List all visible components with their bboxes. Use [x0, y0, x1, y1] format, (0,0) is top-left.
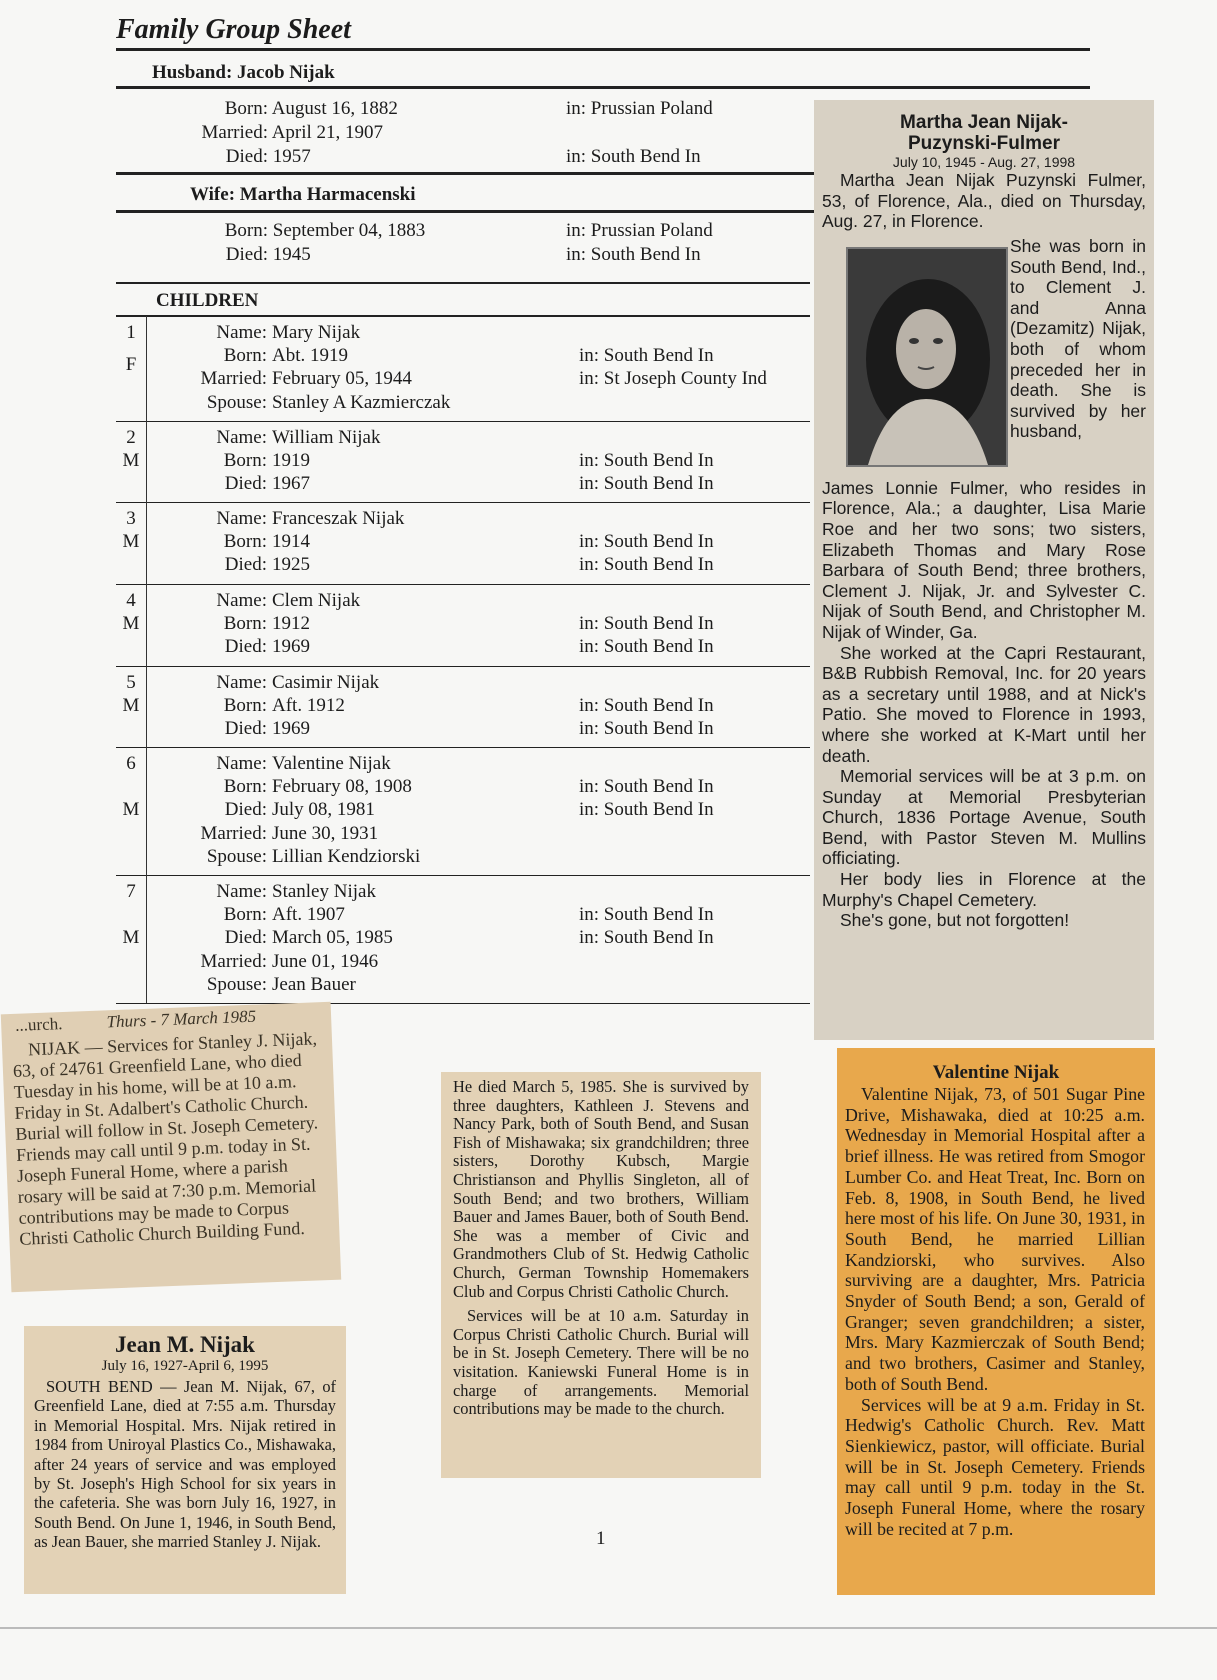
husband-died-place: in: South Bend In: [566, 146, 701, 167]
jean-obituary-clipping: [24, 1326, 346, 1594]
child-row-label: Died:: [224, 927, 267, 949]
child-sex: M: [122, 449, 140, 471]
husband-married-label: Married:: [201, 122, 268, 143]
child-row-value: Stanley Nijak: [272, 881, 376, 903]
husband-heading: Husband: Jacob Nijak: [152, 62, 335, 83]
husband-born-label: Born:: [224, 98, 268, 119]
child-row-value: Aft. 1912: [272, 694, 345, 716]
child-row-label: Spouse:: [206, 846, 267, 868]
child-row-place: in: South Bend In: [579, 636, 714, 657]
child-row-label: Name:: [216, 426, 267, 448]
child-row-value: 1969: [272, 636, 310, 657]
child-row-place: in: South Bend In: [579, 531, 714, 553]
martha-intro: Martha Jean Nijak Puzynski Fulmer, 53, of Florence, Ala., died on Thursday, Aug. 27, in Florence.: [822, 170, 1146, 232]
jean-continued-body-1: He died March 5, 1985. She is survived by three daughters, Kathleen J. Stevens and Nancy Park, both of South Bend, and Susan Fish of Mishawaka; six grandchildren; three sisters, Dorothy Kubsch, Margie Christianson and Phyllis Singleton, all of South Bend; and two brothers, William Bauer and James Bauer, both of South Bend. She was a member of Civic and Grandmothers Club of St. Hedwig Catholic Church, German Township Homemakers Club and Corpus Christi Catholic Church.: [453, 1077, 749, 1301]
child-row-place: in: South Bend In: [579, 799, 714, 821]
husband-born-row: [116, 98, 398, 120]
child-row-label: Born:: [223, 449, 267, 471]
jean-dates: July 16, 1927-April 6, 1995: [101, 1358, 269, 1374]
husband-married-row: [116, 122, 383, 144]
children-heading: CHILDREN: [156, 290, 259, 311]
child-row-label: Born:: [223, 345, 267, 366]
child-row-label: Name:: [216, 322, 267, 343]
child-row: [116, 590, 360, 612]
jean-body: SOUTH BEND — Jean M. Nijak, 67, of Greenfield Lane, died at 7:55 a.m. Thursday in Memorial Hospital. Mrs. Nijak retired in 1984 from Uniroyal Plastics Co., Mishawaka, after 24 years of service and was employed by St. Joseph's High School for six years in the cafeteria. She was born July 16, 1927, in South Bend. On June 1, 1946, in South Bend, as Jean Bauer, she married Stanley J. Nijak.: [34, 1377, 336, 1552]
child-row-label: Born:: [223, 776, 267, 798]
wife-died-place: in: South Bend In: [566, 244, 701, 265]
child-row-place: in: South Bend In: [579, 449, 714, 471]
wife-died-row: [116, 244, 311, 266]
child-row-label: Married:: [200, 368, 267, 389]
child-number: 6: [126, 753, 136, 775]
child-sex: M: [122, 927, 140, 949]
child-row: [116, 508, 404, 530]
child-row-value: Valentine Nijak: [272, 753, 391, 775]
children-heading-rule: [116, 315, 810, 317]
child-divider-rule: [116, 502, 810, 503]
child-row-value: 1925: [272, 554, 310, 576]
portrait-icon: [848, 249, 1006, 465]
martha-heading-line1: Martha Jean Nijak-: [900, 112, 1068, 133]
child-number: 5: [126, 671, 136, 693]
child-row-label: Name:: [216, 753, 267, 775]
martha-body-3: Memorial services will be at 3 p.m. on Sunday at Memorial Presbyterian Church, 1836 Portage Avenue, South Bend, with Pastor Steven M. Mullins officiating.: [822, 766, 1146, 869]
martha-body-2: She worked at the Capri Restaurant, B&B Rubbish Removal, Inc. for 20 years as a secretary until 1988, and at Nick's Patio. She moved to Florence in 1993, where she worked at K-Mart until her death.: [822, 642, 1146, 766]
bottom-rule: [0, 1627, 1217, 1629]
page-number: 1: [596, 1528, 606, 1549]
child-row: [116, 672, 379, 694]
child-row-label: Died:: [224, 799, 267, 821]
child-row-value: Franceszak Nijak: [272, 508, 405, 530]
child-row: [116, 531, 310, 553]
child-row-value: Clem Nijak: [272, 590, 361, 611]
child-row: [116, 345, 348, 367]
child-divider-rule: [116, 875, 810, 876]
child-divider-rule: [116, 421, 810, 422]
child-row-value: 1914: [272, 531, 310, 553]
child-row-value: July 08, 1981: [272, 799, 375, 821]
husband-born-value: August 16, 1882: [271, 98, 398, 119]
child-row-label: Married:: [200, 951, 267, 973]
child-row-place: in: South Bend In: [579, 776, 714, 798]
stanley-obituary-clipping: [1, 1002, 341, 1292]
martha-obituary-clipping: [814, 100, 1154, 1040]
child-row: [116, 881, 376, 903]
martha-dates: July 10, 1945 - Aug. 27, 1998: [892, 154, 1076, 170]
jean-heading: Jean M. Nijak: [115, 1332, 255, 1357]
husband-married-value: April 21, 1907: [271, 122, 384, 143]
child-row-place: in: South Bend In: [579, 694, 714, 716]
child-row: [116, 554, 310, 576]
child-row-place: in: South Bend In: [579, 554, 714, 576]
valentine-body-1: Valentine Nijak, 73, of 501 Sugar Pine Drive, Mishawaka, died at 10:25 a.m. Wednesday in Memorial Hospital after a brief illness. He was retired from Smogor Lumber Co. and Heat Treat, Inc. Born on Feb. 8, 1908, in South Bend, he lived here most of his life. On June 30, 1931, in South Bend, he married Lillian Kandziorski, who survives. Also surviving are a daughter, Mrs. Patricia Snyder of South Bend; a son, Gerald of Granger; seven grandchildren; a sister, Mrs. Mary Kazmierczak of South Bend; and two brothers, Casimer and Stanley, both of South Bend.: [845, 1084, 1145, 1394]
martha-portrait-photo: [846, 247, 1008, 467]
child-row: [116, 846, 420, 868]
child-row-label: Name:: [216, 881, 267, 903]
child-row: [116, 613, 310, 635]
child-row-value: March 05, 1985: [272, 927, 393, 949]
wife-born-place: in: Prussian Poland: [566, 220, 713, 241]
martha-body-5: She's gone, but not forgotten!: [840, 910, 1070, 931]
child-row-label: Died:: [224, 472, 267, 494]
child-row-label: Died:: [224, 636, 267, 657]
title-rule: [116, 48, 1090, 51]
husband-born-place: in: Prussian Poland: [566, 98, 713, 119]
child-row-value: Jean Bauer: [272, 974, 356, 996]
child-row: [116, 753, 391, 775]
child-row-label: Born:: [223, 613, 267, 634]
child-number: 7: [126, 881, 136, 903]
wife-heading: Wife: Martha Harmacenski: [190, 184, 416, 205]
child-row: [116, 927, 393, 949]
child-divider-rule: [116, 747, 810, 748]
child-row: [116, 904, 345, 926]
child-row-label: Spouse:: [206, 974, 267, 996]
stanley-body: NIJAK — Services for Stanley J. Nijak, 63, of 24761 Greenfield Lane, who died Tuesday in his home, will be at 10 a.m. Friday in St. Adalbert's Catholic Church. Burial will follow in St. Joseph Cemetery. Friends may call until 9 p.m. today in St. Joseph Funeral Home, where a parish rosary will be said at 7:30 p.m. Memorial contributions may be made to Corpus Christi Catholic Church Building Fund.: [12, 1028, 319, 1249]
child-row-value: February 05, 1944: [272, 368, 412, 389]
child-row-value: Abt. 1919: [272, 345, 348, 366]
child-row-label: Born:: [223, 531, 267, 553]
child-divider-rule: [116, 1003, 810, 1004]
children-top-rule: [116, 282, 810, 284]
child-row: [116, 368, 412, 390]
child-record: [116, 508, 810, 588]
child-record: [116, 753, 810, 879]
child-row-value: Lillian Kendziorski: [272, 846, 421, 868]
child-row-value: Aft. 1907: [272, 904, 345, 926]
child-record: [116, 881, 810, 1007]
valentine-heading: Valentine Nijak: [932, 1062, 1060, 1083]
jean-continued-body-2: Services will be at 10 a.m. Saturday in Corpus Christi Catholic Church. Burial will be in St. Joseph Cemetery. There will be no visitation. Kaniewski Funeral Home is in charge of arrangements. Memorial contributions may be made to the church.: [453, 1306, 749, 1419]
sheet-title: Family Group Sheet: [116, 14, 351, 45]
child-number: 2: [126, 426, 136, 448]
child-row-value: Casimir Nijak: [272, 671, 380, 693]
martha-body-1: James Lonnie Fulmer, who resides in Florence, Ala.; a daughter, Lisa Marie Roe and her two sons; two sisters, Elizabeth Thomas and Mary Rose Barbara of South Bend; three brothers, Clement J. Nijak, Jr. and Sylvester C. Nijak of South Bend, and Christopher M. Nijak of Winder, Ga.: [822, 477, 1146, 642]
child-row: [116, 951, 378, 973]
child-row-label: Died:: [224, 717, 267, 739]
child-record: [116, 672, 810, 752]
child-sex: M: [122, 694, 140, 716]
martha-heading-line2: Puzynski-Fulmer: [907, 133, 1061, 154]
child-divider-rule: [116, 666, 810, 667]
child-sex: F: [125, 354, 137, 375]
child-number: 4: [126, 590, 136, 611]
husband-rule: [116, 86, 1090, 89]
child-row: [116, 322, 360, 344]
child-row-place: in: South Bend In: [579, 904, 714, 926]
child-row-label: Married:: [200, 823, 267, 845]
child-row: [116, 695, 345, 717]
child-row-label: Died:: [224, 554, 267, 576]
child-row-label: Name:: [216, 590, 267, 611]
child-row: [116, 799, 375, 821]
child-number: 1: [126, 322, 136, 343]
child-row-value: 1919: [272, 449, 310, 471]
child-row: [116, 473, 310, 495]
jean-continued-clipping: [441, 1072, 761, 1478]
child-record: [116, 427, 810, 507]
child-row-label: Born:: [223, 694, 267, 716]
child-row-value: 1912: [272, 613, 310, 634]
child-row-label: Name:: [216, 671, 267, 693]
child-row-value: William Nijak: [272, 426, 381, 448]
child-row-place: in: South Bend In: [579, 345, 714, 366]
child-row: [116, 427, 380, 449]
child-divider-rule: [116, 584, 810, 585]
child-row-place: in: South Bend In: [579, 717, 714, 739]
child-sex: M: [122, 799, 140, 821]
child-sex: M: [122, 613, 140, 634]
wife-died-label: Died:: [225, 244, 268, 265]
wife-died-value: 1945: [272, 244, 311, 265]
child-row: [116, 823, 378, 845]
valentine-body-2: Services will be at 9 a.m. Friday in St. Hedwig's Catholic Church. Rev. Matt Sienkiewicz, pastor, will officiate. Burial will be in St. Joseph Cemetery. Friends may call until 9 p.m. today in the St. Joseph Funeral Home, where the rosary will be recited at 7 p.m.: [845, 1394, 1145, 1539]
child-record: [116, 590, 810, 670]
child-row-value: 1969: [272, 717, 310, 739]
child-row-place: in: South Bend In: [579, 613, 714, 634]
husband-died-label: Died:: [225, 146, 268, 167]
child-row-place: in: South Bend In: [579, 927, 714, 949]
valentine-obituary-clipping: [837, 1048, 1155, 1595]
child-row-value: Mary Nijak: [272, 322, 361, 343]
wife-born-value: September 04, 1883: [272, 220, 426, 241]
child-row-label: Born:: [223, 904, 267, 926]
child-number: 3: [126, 508, 136, 530]
child-row: [116, 718, 310, 740]
child-row-value: June 30, 1931: [272, 823, 379, 845]
child-row-place: in: South Bend In: [579, 472, 714, 494]
martha-body-4: Her body lies in Florence at the Murphy's Chapel Cemetery.: [822, 869, 1146, 910]
martha-side-text: She was born in South Bend, Ind., to Clement J. and Anna (Dezamitz) Nijak, both of whom preceded her in death. She is survived by her husband,: [1010, 236, 1146, 442]
child-row: [116, 974, 356, 996]
child-row-label: Name:: [216, 508, 267, 530]
child-row-value: Stanley A Kazmierczak: [272, 392, 451, 413]
child-row: [116, 392, 450, 414]
child-row-value: June 01, 1946: [272, 951, 379, 973]
wife-born-row: [116, 220, 425, 242]
child-row-place: in: St Joseph County Ind: [579, 368, 767, 389]
child-sex: M: [122, 531, 140, 553]
husband-died-value: 1957: [272, 146, 311, 167]
husband-died-row: [116, 146, 311, 168]
child-row-value: February 08, 1908: [272, 776, 412, 798]
child-record: [116, 322, 810, 425]
stanley-top-fragment: ...urch.: [14, 1014, 63, 1035]
child-row-value: 1967: [272, 472, 310, 494]
child-row-label: Spouse:: [206, 392, 267, 413]
child-row: [116, 450, 310, 472]
child-row: [116, 636, 310, 658]
stanley-handwriting: Thurs - 7 March 1985: [106, 1006, 257, 1032]
wife-born-label: Born:: [224, 220, 268, 241]
child-row: [116, 776, 412, 798]
